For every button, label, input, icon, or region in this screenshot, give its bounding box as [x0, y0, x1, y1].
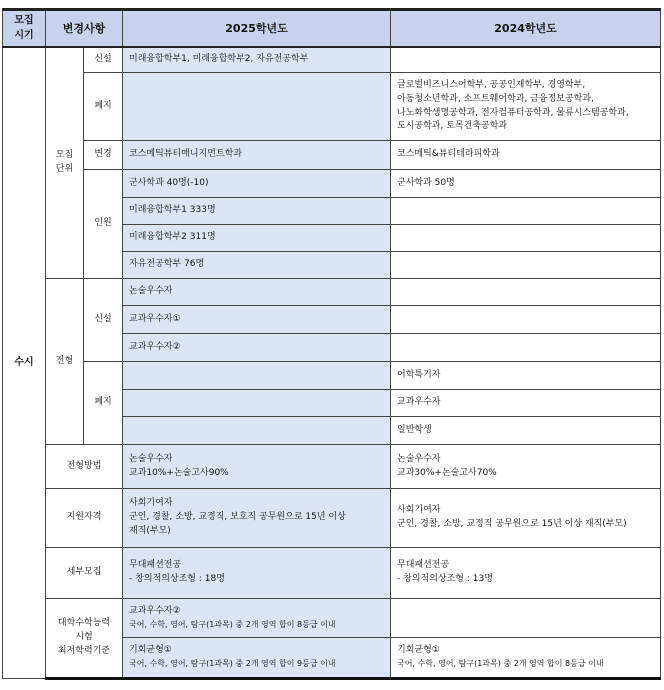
eligibility-label: 지원자격 [46, 489, 123, 548]
cell-2025: 교과우수자② [123, 334, 391, 362]
cell-2024 [391, 334, 661, 362]
cell-2024: 논술우수자 교과30%+논술고사70% [391, 445, 661, 489]
cell-2025: 자유전공학부 76명 [123, 252, 391, 279]
cell-2024: 무대패션전공 - 창의적의상조형 : 13명 [391, 548, 661, 599]
table-row [3, 73, 661, 141]
cell-2024 [391, 47, 661, 73]
cell-2024 [391, 599, 661, 638]
unit-quota-label: 인원 [84, 170, 123, 279]
csat-label: 대학수학능력 시험 최저학력기준 [46, 599, 123, 679]
cell-2025: 군사학과 40명(-10) [123, 170, 391, 198]
cell-2025 [123, 390, 391, 417]
cell-2025: 미래융합학부2 311명 [123, 225, 391, 252]
table-row [3, 445, 661, 489]
csat-title: 교과우수자② [129, 605, 181, 616]
cell-2025 [123, 417, 391, 445]
cell-2024 [391, 225, 661, 252]
cell-2024 [391, 198, 661, 225]
cell-2025: 코스메틱뷰티매니지먼트학과 [123, 141, 391, 170]
header-2025: 2025학년도 [123, 10, 391, 47]
cell-2024 [391, 279, 661, 306]
table-row [3, 141, 661, 170]
cell-2024: 교과우수자 [391, 390, 661, 417]
csat-body: 국어, 수학, 영어, 탐구(1과목) 중 2개 영역 합이 9등급 이내 [129, 659, 336, 669]
csat-body: 국어, 수학, 영어, 탐구(1과목) 중 2개 영역 합이 8등급 이내 [129, 619, 336, 629]
csat-title: 기회균형① [397, 645, 440, 656]
cell-2025 [123, 599, 391, 638]
header-2024: 2024학년도 [391, 10, 661, 47]
table-row [3, 599, 661, 638]
admission-changes-table [2, 8, 661, 680]
detail-label: 세부모집 [46, 548, 123, 599]
cell-2025 [123, 362, 391, 390]
table-row [3, 548, 661, 599]
cell-2025: 교과우수자① [123, 306, 391, 334]
table-row [3, 47, 661, 73]
track-label: 전형 [46, 279, 84, 445]
table-row [3, 489, 661, 548]
table-row [3, 170, 661, 198]
cell-2025 [123, 638, 391, 679]
csat-title: 기회균형① [129, 645, 172, 656]
unit-new-label: 신설 [84, 47, 123, 73]
cell-2024 [391, 638, 661, 679]
unit-label: 모집 단위 [46, 47, 84, 279]
method-label: 전형방법 [46, 445, 123, 489]
cell-2024: 군사학과 50명 [391, 170, 661, 198]
cell-2025: 논술우수자 교과10%+논술고사90% [123, 445, 391, 489]
cell-2024: 일반학생 [391, 417, 661, 445]
cell-2024 [391, 252, 661, 279]
track-new-label: 신설 [84, 279, 123, 362]
unit-changed-label: 변경 [84, 141, 123, 170]
cell-2025: 미래융합학부1, 미래융합학부2, 자유전공학부 [123, 47, 391, 73]
cell-2025: 무대패션전공 - 창의적의상조형 : 18명 [123, 548, 391, 599]
cell-2024: 사회기여자 군인, 경찰, 소방, 교정직 공무원으로 15년 이상 재직(부모) [391, 489, 661, 548]
period-label: 수시 [3, 47, 46, 679]
table-row [3, 279, 661, 306]
cell-2025: 사회기여자 군인, 경찰, 소방, 교정직, 보호직 공무원으로 15년 이상 재직(부모) [123, 489, 391, 548]
cell-2025 [123, 73, 391, 141]
header-period: 모집 시기 [3, 10, 46, 47]
track-abolished-label: 폐지 [84, 362, 123, 445]
cell-2024 [391, 306, 661, 334]
cell-2025: 논술우수자 [123, 279, 391, 306]
cell-2024: 코스메틱&뷰티테라피학과 [391, 141, 661, 170]
csat-body: 국어, 수학, 영어, 탐구(1과목) 중 2개 영역 합이 8등급 이내 [397, 659, 604, 669]
cell-2024: 글로벌비즈니스어학부, 공공인재학부, 경영학부, 아동청소년학과, 소프트웨어학과, 금융정보공학과, 나노화학생명공학과, 전자컴퓨터공학과, 물류시스템공학과, 도시공학과, 토목건축공학과 [391, 73, 661, 141]
header-row [3, 10, 661, 47]
cell-2024: 어학특기자 [391, 362, 661, 390]
cell-2025: 미래융합학부1 333명 [123, 198, 391, 225]
unit-abolished-label: 폐지 [84, 73, 123, 141]
header-changes: 변경사항 [46, 10, 123, 47]
table-row [3, 362, 661, 390]
